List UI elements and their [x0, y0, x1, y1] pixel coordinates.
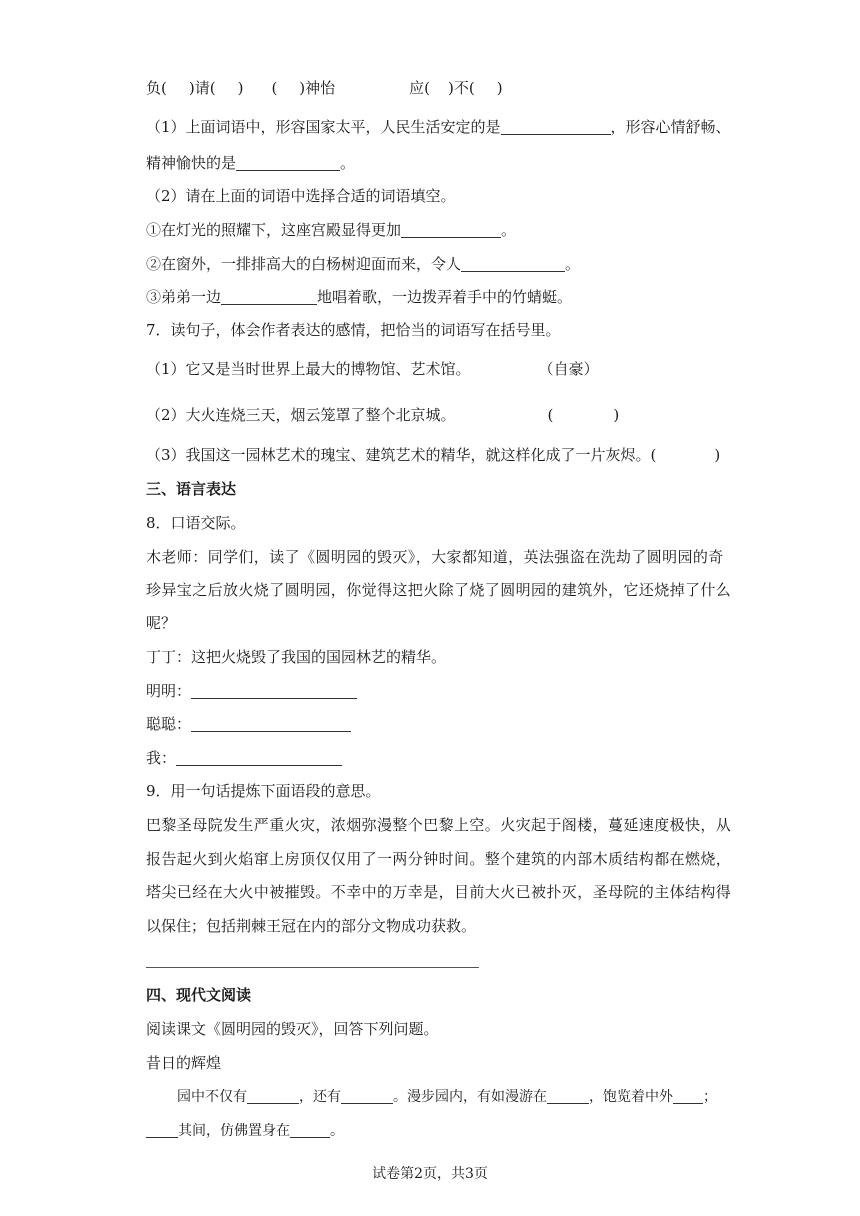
idiom-text: (: [271, 79, 278, 97]
q6-part1-line1: [146, 117, 731, 137]
question-text: ，还有: [299, 1089, 341, 1105]
question-text: 。: [565, 255, 581, 273]
question-text: （2）大火连烧三天，烟云笼罩了整个北京城。: [146, 406, 456, 424]
bracket: （: [538, 360, 554, 378]
answer-blank[interactable]: [191, 682, 357, 699]
speaker-label: 我：: [146, 749, 177, 767]
q7-s3: [146, 445, 720, 465]
answer-blank[interactable]: [236, 154, 340, 171]
bracket: (: [547, 406, 554, 424]
idiom-text: 负(: [146, 79, 167, 97]
idiom-text: )不(: [448, 79, 475, 97]
bracket: ): [613, 406, 620, 424]
q9-paragraph: 巴黎圣母院发生严重火灾，浓烟弥漫整个巴黎上空。火灾起于阁楼，蔓延速度极快，从: [146, 816, 732, 834]
answer-blank[interactable]: [146, 1121, 178, 1138]
q7-s1: [146, 359, 599, 379]
speaker-label: 聪聪：: [146, 715, 192, 733]
q7-s2: [146, 405, 619, 425]
idiom-text: 应(: [409, 79, 431, 97]
bracket: ): [714, 446, 721, 464]
answer-blank[interactable]: [247, 1087, 299, 1104]
bracket: ）: [583, 360, 599, 378]
question-text: 地唱着歌，一边拨弄着手中的竹蜻蜓。: [317, 288, 573, 306]
q8-paragraph: 呢？: [146, 614, 177, 632]
question-text: 。: [330, 1123, 344, 1139]
q6-part2-s2: [146, 254, 580, 274]
dialogue-congcong: [146, 714, 351, 734]
answer-blank[interactable]: [401, 221, 501, 238]
dialogue-mingming: [146, 681, 357, 701]
q8-paragraph: 木老师：同学们，读了《圆明园的毁灭》，大家都知道，英法强盗在洗劫了圆明园的奇: [146, 548, 724, 566]
q6-part2-s1: [146, 220, 516, 240]
reading-line2: [146, 1121, 344, 1141]
question-text: 。: [340, 154, 356, 172]
q6-part2-head: （2）请在上面的词语中选择合适的词语填空。: [146, 187, 456, 205]
answer-blank[interactable]: [501, 118, 611, 135]
reading-intro: 阅读课文《圆明园的毁灭》，回答下列问题。: [146, 1020, 439, 1038]
section-title: 四、现代文阅读: [146, 986, 252, 1004]
q8-head: 8．口语交际。: [146, 514, 246, 532]
question-text: ③弟弟一边: [146, 288, 222, 306]
idiom-row: [146, 78, 503, 98]
answer-blank[interactable]: [673, 1087, 703, 1104]
q8-paragraph: 珍异宝之后放火烧了圆明园，你觉得这把火除了烧了圆明园的建筑外，它还烧掉了什么: [146, 581, 732, 599]
answer-blank[interactable]: [176, 749, 342, 766]
answer-blank[interactable]: [547, 1087, 589, 1104]
question-text: 。: [501, 221, 517, 239]
speaker-label: 明明：: [146, 682, 192, 700]
q9-paragraph: 以保住；包括荆棘王冠在内的部分文物成功获救。: [146, 917, 477, 935]
answer-blank[interactable]: [461, 255, 565, 272]
question-text: （1）它又是当时世界上最大的博物馆、艺术馆。: [146, 360, 471, 378]
idiom-text: ): [496, 79, 503, 97]
idiom-text: )请(: [188, 79, 216, 97]
q9-paragraph: 塔尖已经在大火中被摧毁。不幸中的万幸是，目前大火已被扑灭，圣母院的主体结构得: [146, 883, 732, 901]
idiom-text: )神怡: [299, 79, 336, 97]
dialogue-me: [146, 748, 342, 768]
question-text: （1）上面词语中，形容国家太平，人民生活安定的是: [146, 118, 501, 136]
answer-line[interactable]: [146, 967, 479, 968]
question-text: 精神愉快的是: [146, 154, 237, 172]
question-text: ①在灯光的照耀下，这座宫殿显得更加: [146, 221, 402, 239]
section-title: 三、语言表达: [146, 480, 237, 498]
q9-head: 9．用一句话提炼下面语段的意思。: [146, 782, 381, 800]
question-text: 园中不仅有: [177, 1089, 247, 1105]
answer-blank[interactable]: [290, 1121, 330, 1138]
idiom-text: ): [237, 79, 244, 97]
question-text: ；: [703, 1089, 717, 1105]
question-text: 。漫步园内，有如漫游在: [393, 1089, 547, 1105]
reading-subtitle: 昔日的辉煌: [146, 1054, 222, 1072]
q6-part1-line2: [146, 153, 355, 173]
answer-blank[interactable]: [191, 715, 351, 732]
question-text: ②在窗外，一排排高大的白杨树迎面而来，令人: [146, 255, 462, 273]
answer-blank[interactable]: [221, 288, 317, 305]
dialogue-dingding: 丁丁：这把火烧毁了我国的国园林艺的精华。: [146, 648, 447, 666]
filled-answer: 自豪: [553, 360, 584, 378]
question-text: ，饱览着中外: [589, 1089, 673, 1105]
answer-blank[interactable]: [341, 1087, 393, 1104]
page-footer: 试卷第2页，共3页: [372, 1166, 488, 1182]
q7-head: 7．读句子，体会作者表达的感情，把恰当的词语写在括号里。: [146, 321, 561, 339]
reading-line1: [177, 1087, 717, 1107]
question-text: ，形容心情舒畅、: [610, 118, 731, 136]
question-text: 其间，仿佛置身在: [178, 1123, 290, 1139]
question-text: （3）我国这一园林艺术的瑰宝、建筑艺术的精华，就这样化成了一片灰烬。(: [146, 446, 657, 464]
q9-paragraph: 报告起火到火焰窜上房顶仅仅用了一两分钟时间。整个建筑的内部木质结构都在燃烧，: [146, 850, 732, 868]
q6-part2-s3: [146, 287, 572, 307]
